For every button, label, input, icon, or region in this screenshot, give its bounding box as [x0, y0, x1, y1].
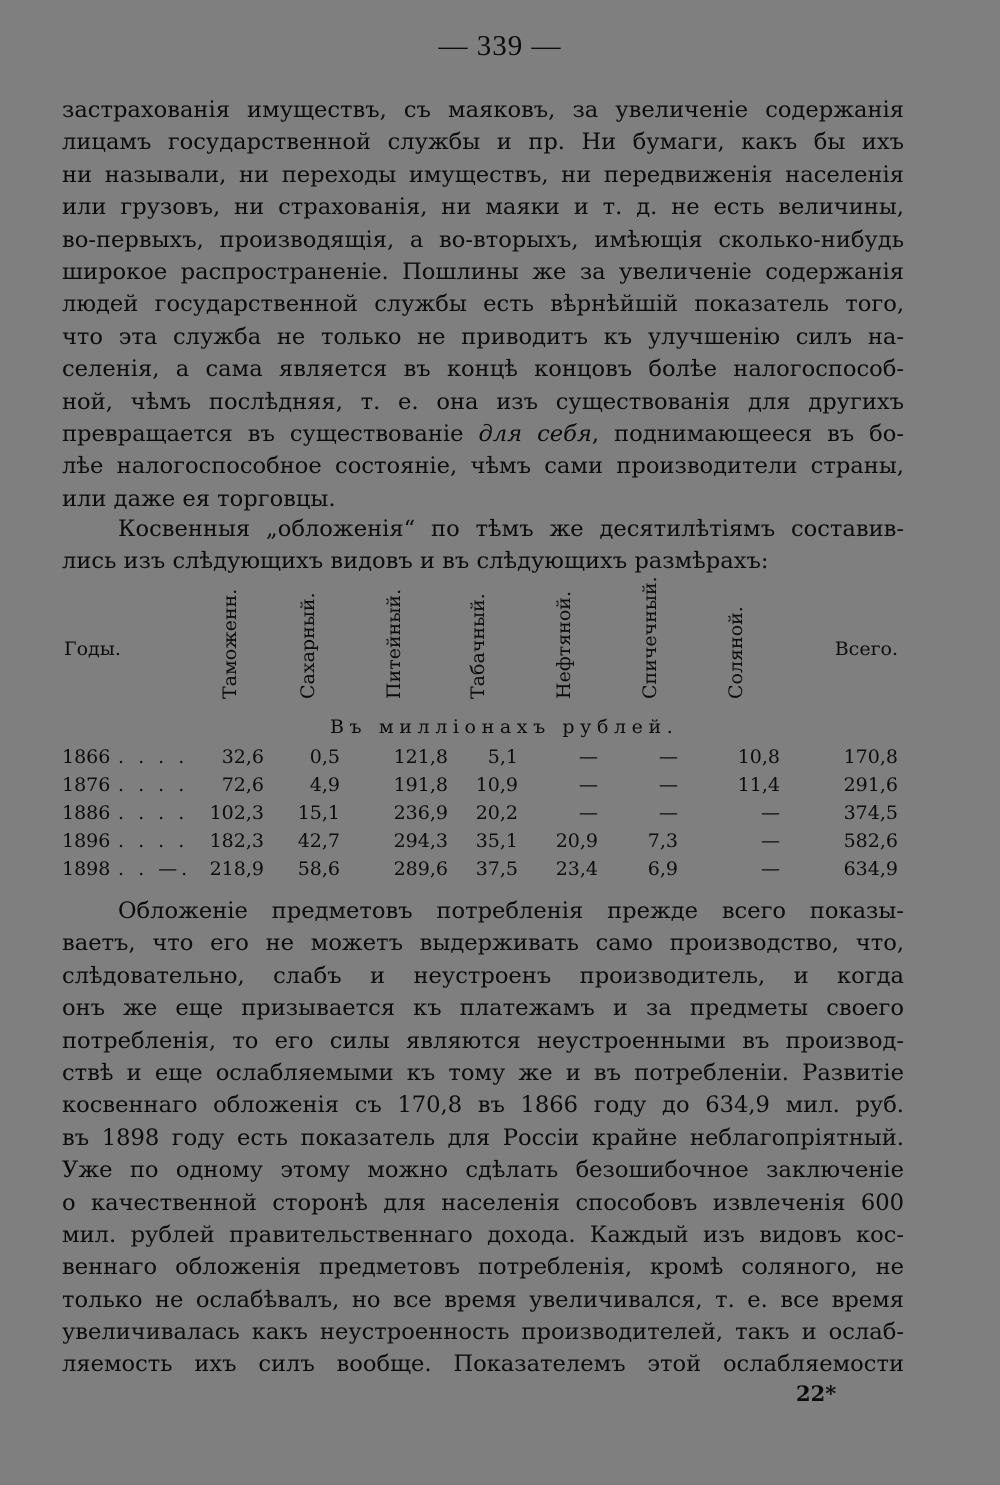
italic-phrase: для себя	[478, 420, 592, 447]
cell-value: 72,6	[221, 774, 264, 796]
page-number: — 339 —	[438, 30, 562, 62]
cell-value: —	[579, 774, 598, 796]
text-fragment: , поднимающееся въ бо-	[591, 420, 904, 447]
cell-value: —	[761, 802, 780, 824]
cell-total: 170,8	[843, 746, 898, 768]
cell-value: 121,8	[393, 746, 448, 768]
cell-year: 1866	[62, 746, 111, 768]
units-caption: Въ милліонахъ рублей.	[330, 716, 679, 738]
text-line: ляемость ихъ силъ вообще. Показателемъ этой ослабляемости	[62, 1351, 904, 1378]
text-line: застрахованія имуществъ, съ маяковъ, за увеличеніе содержанія	[62, 97, 904, 123]
cell-dots: . . . .	[118, 802, 189, 824]
cell-total: 374,5	[843, 802, 898, 824]
text-line: онъ же еще призывается къ платежамъ и за предметы своего	[62, 995, 904, 1022]
cell-total: 634,9	[843, 858, 898, 880]
cell-value: —	[659, 746, 678, 768]
cell-value: 20,9	[555, 830, 598, 852]
header-years: Годы.	[64, 638, 121, 660]
cell-value: —	[579, 802, 598, 824]
cell-dots: . . . .	[118, 830, 189, 852]
cell-value: 42,7	[297, 830, 340, 852]
cell-value: —	[579, 746, 598, 768]
paragraph-3	[62, 895, 904, 1381]
cell-value: —	[659, 802, 678, 824]
cell-value: 182,3	[209, 830, 264, 852]
cell-value: 10,9	[475, 774, 518, 796]
header-salt: Соляной.	[725, 606, 747, 699]
signature-mark: 22*	[796, 1381, 837, 1406]
text-line: широкое распространеніе. Пошлины же за увеличеніе содержанія	[62, 258, 904, 285]
cell-value: 294,3	[393, 830, 448, 852]
cell-value: 289,6	[393, 858, 448, 880]
text-line: о качественной сторонѣ для населенія способовъ извлеченія 600	[62, 1189, 904, 1216]
cell-dots: . . —.	[118, 858, 192, 880]
text-line: ной, чѣмъ послѣдняя, т. е. она изъ существованія для другихъ	[62, 388, 904, 415]
text-line: ни называли, ни переходы имуществъ, ни передвиженія населенія	[62, 161, 904, 188]
text-line: что эта служба не только не приводитъ къ улучшенію силъ на-	[62, 323, 904, 350]
paragraph-1	[62, 94, 904, 515]
table-row	[62, 746, 904, 774]
cell-value: 102,3	[209, 802, 264, 824]
text-line: во-первыхъ, производящія, а во-вторыхъ, имѣющія сколько-нибудь	[62, 226, 904, 253]
cell-value: 218,9	[209, 858, 264, 880]
paragraph-2	[62, 513, 904, 578]
cell-value: 236,9	[393, 802, 448, 824]
text-line: Уже по одному этому можно сдѣлать безошибочное заключеніе	[62, 1157, 904, 1184]
cell-value: 10,8	[737, 746, 780, 768]
cell-year: 1886	[62, 802, 111, 824]
text-line: только не ослабѣвалъ, но все время увеличивался, т. е. все время	[62, 1286, 904, 1313]
cell-value: —	[761, 858, 780, 880]
header-sugar: Сахарный.	[297, 592, 319, 699]
text-fragment: превращается въ существованіе	[62, 420, 479, 447]
text-line: людей государственной службы есть вѣрнѣйшій показатель того,	[62, 291, 904, 318]
cell-value: 191,8	[393, 774, 448, 796]
cell-value: 11,4	[737, 774, 780, 796]
cell-year: 1896	[62, 830, 111, 852]
cell-value: —	[659, 774, 678, 796]
header-matches: Спичечный.	[639, 576, 661, 699]
text-line-with-italic	[62, 418, 904, 450]
cell-year: 1876	[62, 774, 111, 796]
cell-value: 20,2	[475, 802, 518, 824]
table-row	[62, 858, 904, 886]
text-line: Обложеніе предметовъ потребленія прежде всего показы-	[118, 898, 904, 924]
text-line: ствѣ и еще ослабляемыми къ тому же и въ потребленіи. Развитіе	[62, 1059, 904, 1086]
cell-dots: . . . .	[118, 774, 189, 796]
text-line: веннаго обложенія предметовъ потребленія, кромѣ соляного, не	[62, 1254, 904, 1281]
text-line: лѣе налогоспособное состояніе, чѣмъ сами производители страны,	[62, 453, 904, 480]
header-tobacco: Табачный.	[467, 593, 489, 699]
text-line: ваетъ, что его не можетъ выдерживать само производство, что,	[62, 930, 904, 957]
text-line: селенія, а сама является въ концѣ концовъ болѣе налогоспособ-	[62, 356, 904, 383]
header-oil: Нефтяной.	[553, 591, 575, 699]
header-total: Всего.	[834, 638, 898, 660]
cell-value: 37,5	[475, 858, 518, 880]
text-line: мил. рублей правительственнаго дохода. Каждый изъ видовъ кос-	[62, 1221, 904, 1248]
cell-dots: . . . .	[118, 746, 189, 768]
cell-value: 7,3	[647, 830, 678, 852]
text-line: или грузовъ, ни страхованія, ни маяки и т. д. не есть величины,	[62, 194, 904, 221]
cell-year: 1898	[62, 858, 111, 880]
text-line: или даже ея торговцы.	[62, 485, 336, 512]
cell-value: 15,1	[297, 802, 340, 824]
text-line: Косвенныя „обложенія“ по тѣмъ же десятилѣтіямъ составив-	[118, 516, 904, 542]
cell-total: 291,6	[843, 774, 898, 796]
table-row	[62, 802, 904, 830]
cell-value: —	[761, 830, 780, 852]
cell-value: 6,9	[647, 858, 678, 880]
cell-value: 4,9	[309, 774, 340, 796]
cell-value: 58,6	[297, 858, 340, 880]
header-drinks: Питейный.	[383, 588, 405, 699]
text-line: лицамъ государственной службы и пр. Ни бумаги, какъ бы ихъ	[62, 129, 904, 156]
text-line: слѣдовательно, слабъ и неустроенъ производитель, и когда	[62, 962, 904, 989]
cell-value: 32,6	[221, 746, 264, 768]
table-row	[62, 774, 904, 802]
cell-total: 582,6	[843, 830, 898, 852]
text-line: потребленія, то его силы являются неустроенными въ производ-	[62, 1027, 904, 1054]
text-line: увеличивалась какъ неустроенность производителей, такъ и ослаб-	[62, 1319, 904, 1346]
tax-table	[62, 576, 904, 880]
cell-value: 0,5	[309, 746, 340, 768]
table-row	[62, 830, 904, 858]
text-line: въ 1898 году есть показатель для Россіи крайне неблагопріятный.	[62, 1124, 904, 1151]
cell-value: 5,1	[487, 746, 518, 768]
header-customs: Таможенн.	[219, 588, 241, 699]
text-line: лись изъ слѣдующихъ видовъ и въ слѣдующихъ размѣрахъ:	[62, 548, 769, 575]
text-line: косвеннаго обложенія съ 170,8 въ 1866 году до 634,9 мил. руб.	[62, 1092, 904, 1119]
cell-value: 35,1	[475, 830, 518, 852]
cell-value: 23,4	[555, 858, 598, 880]
